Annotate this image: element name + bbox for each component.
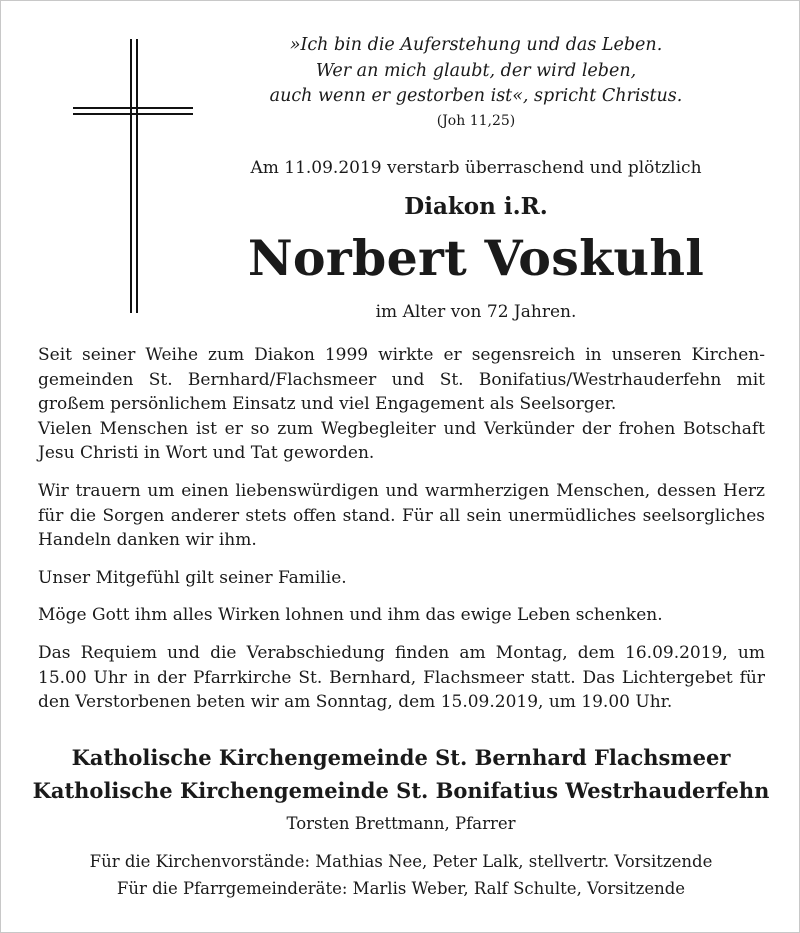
text-line: für die Sorgen anderer stets offen stand. Für all sein unermüdliches seelsorgliches — [38, 505, 765, 526]
parish-name: Katholische Kirchengemeinde St. Bonifatius Westrhauderfehn — [32, 778, 770, 803]
text-line: 15.00 Uhr in der Pfarrkirche St. Bernhard, Flachsmeer statt. Das Lichtergebet für — [38, 667, 765, 688]
deceased-age: im Alter von 72 Jahren. — [375, 302, 577, 322]
verse-reference: (Joh 11,25) — [436, 113, 516, 129]
paragraph-ministry — [38, 343, 765, 466]
pastor-signature: Torsten Brettmann, Pfarrer — [286, 814, 516, 833]
cross-icon — [73, 39, 193, 313]
text-line: großem persönlichem Einsatz und viel Engagement als Seelsorger. — [38, 394, 617, 415]
board-signatures — [21, 848, 781, 902]
text-line: den Verstorbenen beten wir am Sonntag, dem 15.09.2019, um 19.00 Uhr. — [38, 692, 673, 713]
parish-signatures — [21, 741, 781, 807]
death-announcement: Am 11.09.2019 verstarb überraschend und plötzlich — [250, 158, 702, 178]
text-line: Das Requiem und die Verabschiedung finden am Montag, dem 16.09.2019, um — [38, 642, 765, 663]
paragraph-mourning — [38, 479, 765, 553]
deceased-title: Diakon i.R. — [404, 193, 548, 220]
board-line: Für die Kirchenvorstände: Mathias Nee, Peter Lalk, stellvertr. Vorsitzende — [89, 852, 713, 871]
text-line: Seit seiner Weihe zum Diakon 1999 wirkte er segensreich in unseren Kirchen- — [38, 345, 765, 365]
quote-line: »Ich bin die Auferstehung und das Leben. — [289, 35, 663, 55]
quote-line: Wer an mich glaubt, der wird leben, — [315, 60, 637, 81]
bible-quote — [231, 33, 721, 110]
obituary-text — [38, 343, 765, 728]
paragraph-service-details — [38, 641, 765, 715]
text-line: Handeln danken wir ihm. — [38, 530, 257, 551]
paragraph-blessing — [38, 603, 765, 628]
text-line: Wir trauern um einen liebenswürdigen und warmherzigen Menschen, dessen Herz — [38, 480, 765, 501]
text-line: Unser Mitgefühl gilt seiner Familie. — [38, 567, 347, 588]
paragraph-sympathy — [38, 566, 765, 591]
text-line: Möge Gott ihm alles Wirken lohnen und ihm das ewige Leben schenken. — [38, 605, 663, 626]
quote-line: auch wenn er gestorben ist«, spricht Christus. — [269, 86, 683, 106]
parish-name: Katholische Kirchengemeinde St. Bernhard Flachsmeer — [71, 745, 731, 770]
deceased-name: Norbert Voskuhl — [247, 229, 705, 287]
text-line: Vielen Menschen ist er so zum Wegbegleiter und Verkünder der frohen Botschaft — [38, 418, 765, 439]
text-line: Jesu Christi in Wort und Tat geworden. — [38, 443, 375, 464]
text-line: gemeinden St. Bernhard/Flachsmeer und St. Bonifatius/Westrhauderfehn mit — [38, 369, 765, 390]
board-line: Für die Pfarrgemeinderäte: Marlis Weber, Ralf Schulte, Vorsitzende — [116, 879, 686, 898]
